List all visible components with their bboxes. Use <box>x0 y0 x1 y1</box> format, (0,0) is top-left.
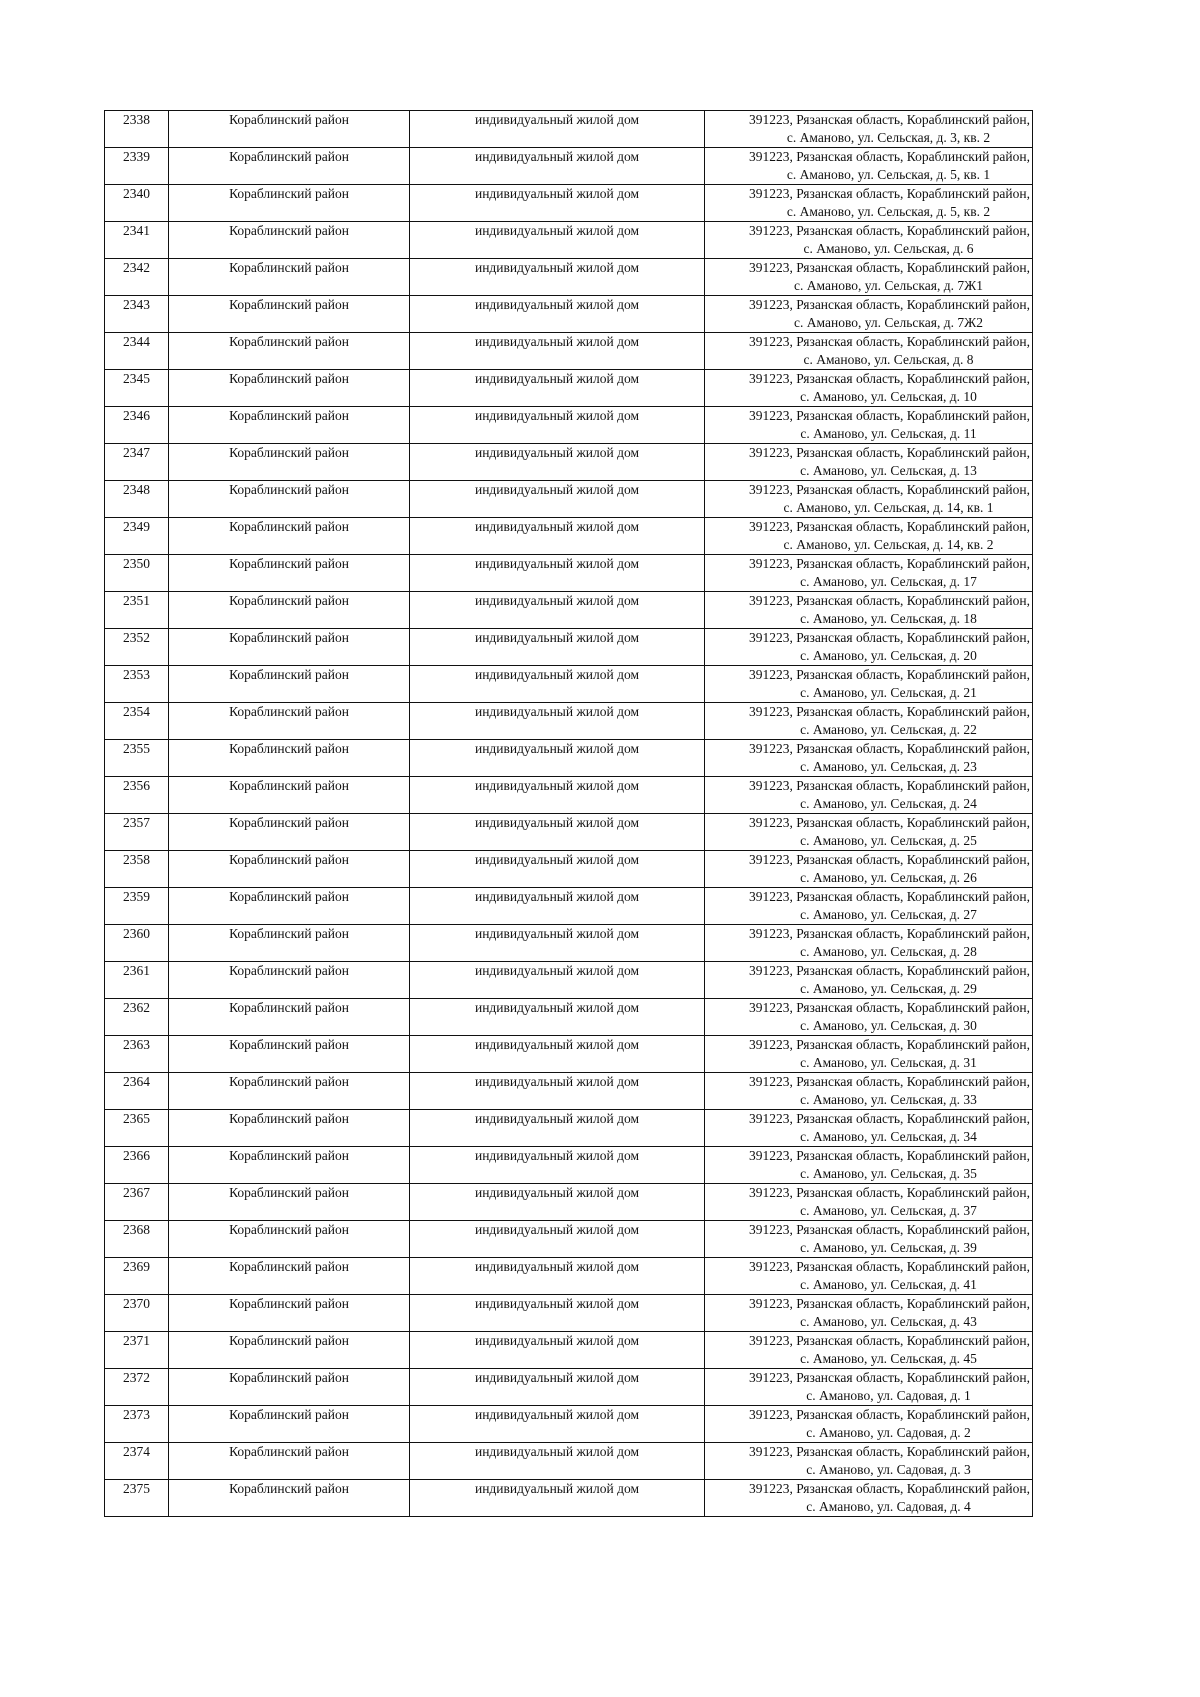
table-row <box>105 1406 1033 1443</box>
object-type: индивидуальный жилой дом <box>410 703 705 740</box>
table-row <box>105 592 1033 629</box>
address-line-2: с. Аманово, ул. Сельская, д. 24 <box>800 796 977 811</box>
address-line-1: 391223, Рязанская область, Кораблинский район, <box>749 556 1030 571</box>
district-name: Кораблинский район <box>169 851 410 888</box>
address-line-1: 391223, Рязанская область, Кораблинский район, <box>749 482 1030 497</box>
object-type: индивидуальный жилой дом <box>410 592 705 629</box>
address-cell <box>705 740 1033 777</box>
address-line-2: с. Аманово, ул. Сельская, д. 14, кв. 2 <box>783 537 994 552</box>
row-number: 2371 <box>105 1332 169 1369</box>
address-line-1: 391223, Рязанская область, Кораблинский район, <box>749 1259 1030 1274</box>
address-line-2: с. Аманово, ул. Сельская, д. 8 <box>803 352 974 367</box>
row-number: 2357 <box>105 814 169 851</box>
address-line-2: с. Аманово, ул. Сельская, д. 34 <box>800 1129 977 1144</box>
object-type: индивидуальный жилой дом <box>410 148 705 185</box>
row-number: 2360 <box>105 925 169 962</box>
address-cell <box>705 1184 1033 1221</box>
address-line-1: 391223, Рязанская область, Кораблинский район, <box>749 408 1030 423</box>
object-type: индивидуальный жилой дом <box>410 111 705 148</box>
table-row <box>105 666 1033 703</box>
object-type: индивидуальный жилой дом <box>410 925 705 962</box>
object-type: индивидуальный жилой дом <box>410 629 705 666</box>
object-type: индивидуальный жилой дом <box>410 1480 705 1517</box>
address-line-1: 391223, Рязанская область, Кораблинский район, <box>749 371 1030 386</box>
address-line-1: 391223, Рязанская область, Кораблинский район, <box>749 667 1030 682</box>
address-line-2: с. Аманово, ул. Сельская, д. 14, кв. 1 <box>783 500 994 515</box>
object-type: индивидуальный жилой дом <box>410 666 705 703</box>
row-number: 2345 <box>105 370 169 407</box>
row-number: 2353 <box>105 666 169 703</box>
row-number: 2364 <box>105 1073 169 1110</box>
address-line-1: 391223, Рязанская область, Кораблинский район, <box>749 1111 1030 1126</box>
district-name: Кораблинский район <box>169 1110 410 1147</box>
district-name: Кораблинский район <box>169 407 410 444</box>
row-number: 2338 <box>105 111 169 148</box>
address-cell <box>705 148 1033 185</box>
address-cell <box>705 555 1033 592</box>
address-cell <box>705 1406 1033 1443</box>
object-type: индивидуальный жилой дом <box>410 259 705 296</box>
object-type: индивидуальный жилой дом <box>410 740 705 777</box>
district-name: Кораблинский район <box>169 1073 410 1110</box>
district-name: Кораблинский район <box>169 185 410 222</box>
address-line-1: 391223, Рязанская область, Кораблинский район, <box>749 112 1030 127</box>
table-row <box>105 518 1033 555</box>
address-line-1: 391223, Рязанская область, Кораблинский район, <box>749 778 1030 793</box>
object-type: индивидуальный жилой дом <box>410 1184 705 1221</box>
district-name: Кораблинский район <box>169 370 410 407</box>
address-line-1: 391223, Рязанская область, Кораблинский район, <box>749 630 1030 645</box>
address-line-2: с. Аманово, ул. Сельская, д. 10 <box>800 389 977 404</box>
district-name: Кораблинский район <box>169 703 410 740</box>
district-name: Кораблинский район <box>169 666 410 703</box>
object-type: индивидуальный жилой дом <box>410 777 705 814</box>
row-number: 2370 <box>105 1295 169 1332</box>
row-number: 2339 <box>105 148 169 185</box>
table-row <box>105 703 1033 740</box>
address-line-2: с. Аманово, ул. Садовая, д. 4 <box>806 1499 971 1514</box>
address-cell <box>705 1110 1033 1147</box>
row-number: 2373 <box>105 1406 169 1443</box>
object-type: индивидуальный жилой дом <box>410 1110 705 1147</box>
table-row <box>105 1369 1033 1406</box>
object-type: индивидуальный жилой дом <box>410 1147 705 1184</box>
address-line-1: 391223, Рязанская область, Кораблинский район, <box>749 1444 1030 1459</box>
row-number: 2348 <box>105 481 169 518</box>
district-name: Кораблинский район <box>169 740 410 777</box>
row-number: 2374 <box>105 1443 169 1480</box>
table-row <box>105 1480 1033 1517</box>
district-name: Кораблинский район <box>169 259 410 296</box>
address-cell <box>705 1443 1033 1480</box>
address-line-2: с. Аманово, ул. Сельская, д. 13 <box>800 463 977 478</box>
address-cell <box>705 925 1033 962</box>
address-line-2: с. Аманово, ул. Сельская, д. 18 <box>800 611 977 626</box>
address-cell <box>705 444 1033 481</box>
object-type: индивидуальный жилой дом <box>410 1073 705 1110</box>
district-name: Кораблинский район <box>169 111 410 148</box>
address-cell <box>705 259 1033 296</box>
address-cell <box>705 1147 1033 1184</box>
object-type: индивидуальный жилой дом <box>410 888 705 925</box>
district-name: Кораблинский район <box>169 1406 410 1443</box>
district-name: Кораблинский район <box>169 444 410 481</box>
row-number: 2343 <box>105 296 169 333</box>
object-type: индивидуальный жилой дом <box>410 1221 705 1258</box>
row-number: 2356 <box>105 777 169 814</box>
address-line-1: 391223, Рязанская область, Кораблинский район, <box>749 593 1030 608</box>
district-name: Кораблинский район <box>169 777 410 814</box>
address-cell <box>705 777 1033 814</box>
table-row <box>105 851 1033 888</box>
table-row <box>105 814 1033 851</box>
address-cell <box>705 333 1033 370</box>
address-cell <box>705 1295 1033 1332</box>
table-row <box>105 296 1033 333</box>
district-name: Кораблинский район <box>169 1221 410 1258</box>
row-number: 2344 <box>105 333 169 370</box>
table-row <box>105 1443 1033 1480</box>
table-row <box>105 222 1033 259</box>
address-cell <box>705 407 1033 444</box>
table-row <box>105 777 1033 814</box>
address-line-1: 391223, Рязанская область, Кораблинский район, <box>749 1185 1030 1200</box>
address-cell <box>705 518 1033 555</box>
table-row <box>105 259 1033 296</box>
object-type: индивидуальный жилой дом <box>410 1036 705 1073</box>
row-number: 2352 <box>105 629 169 666</box>
table-row <box>105 888 1033 925</box>
address-line-1: 391223, Рязанская область, Кораблинский район, <box>749 852 1030 867</box>
address-line-1: 391223, Рязанская область, Кораблинский район, <box>749 519 1030 534</box>
address-line-1: 391223, Рязанская область, Кораблинский район, <box>749 1000 1030 1015</box>
table-row <box>105 333 1033 370</box>
address-line-2: с. Аманово, ул. Сельская, д. 7Ж2 <box>794 315 983 330</box>
object-type: индивидуальный жилой дом <box>410 1332 705 1369</box>
address-cell <box>705 1221 1033 1258</box>
table-row <box>105 1184 1033 1221</box>
district-name: Кораблинский район <box>169 999 410 1036</box>
address-line-2: с. Аманово, ул. Сельская, д. 35 <box>800 1166 977 1181</box>
table-row <box>105 481 1033 518</box>
address-line-2: с. Аманово, ул. Сельская, д. 39 <box>800 1240 977 1255</box>
row-number: 2359 <box>105 888 169 925</box>
district-name: Кораблинский район <box>169 814 410 851</box>
row-number: 2362 <box>105 999 169 1036</box>
row-number: 2355 <box>105 740 169 777</box>
address-line-2: с. Аманово, ул. Сельская, д. 20 <box>800 648 977 663</box>
object-type: индивидуальный жилой дом <box>410 1258 705 1295</box>
row-number: 2365 <box>105 1110 169 1147</box>
row-number: 2367 <box>105 1184 169 1221</box>
row-number: 2341 <box>105 222 169 259</box>
table-row <box>105 148 1033 185</box>
row-number: 2358 <box>105 851 169 888</box>
address-cell <box>705 888 1033 925</box>
row-number: 2366 <box>105 1147 169 1184</box>
row-number: 2346 <box>105 407 169 444</box>
address-line-1: 391223, Рязанская область, Кораблинский район, <box>749 1074 1030 1089</box>
registry-table-body <box>105 111 1033 1517</box>
object-type: индивидуальный жилой дом <box>410 481 705 518</box>
address-line-2: с. Аманово, ул. Сельская, д. 27 <box>800 907 977 922</box>
district-name: Кораблинский район <box>169 925 410 962</box>
object-type: индивидуальный жилой дом <box>410 1406 705 1443</box>
table-row <box>105 444 1033 481</box>
address-cell <box>705 1036 1033 1073</box>
district-name: Кораблинский район <box>169 296 410 333</box>
address-line-2: с. Аманово, ул. Сельская, д. 43 <box>800 1314 977 1329</box>
table-row <box>105 1147 1033 1184</box>
address-line-1: 391223, Рязанская область, Кораблинский район, <box>749 1148 1030 1163</box>
district-name: Кораблинский район <box>169 1184 410 1221</box>
address-line-2: с. Аманово, ул. Сельская, д. 21 <box>800 685 977 700</box>
row-number: 2342 <box>105 259 169 296</box>
address-line-1: 391223, Рязанская область, Кораблинский район, <box>749 297 1030 312</box>
district-name: Кораблинский район <box>169 222 410 259</box>
table-row <box>105 407 1033 444</box>
registry-table <box>104 110 1033 1517</box>
address-line-1: 391223, Рязанская область, Кораблинский район, <box>749 223 1030 238</box>
address-cell <box>705 666 1033 703</box>
object-type: индивидуальный жилой дом <box>410 185 705 222</box>
object-type: индивидуальный жилой дом <box>410 518 705 555</box>
object-type: индивидуальный жилой дом <box>410 555 705 592</box>
row-number: 2363 <box>105 1036 169 1073</box>
address-line-2: с. Аманово, ул. Сельская, д. 23 <box>800 759 977 774</box>
district-name: Кораблинский район <box>169 1443 410 1480</box>
address-line-2: с. Аманово, ул. Сельская, д. 3, кв. 2 <box>786 130 991 145</box>
district-name: Кораблинский район <box>169 888 410 925</box>
district-name: Кораблинский район <box>169 518 410 555</box>
district-name: Кораблинский район <box>169 148 410 185</box>
row-number: 2350 <box>105 555 169 592</box>
table-row <box>105 111 1033 148</box>
object-type: индивидуальный жилой дом <box>410 370 705 407</box>
address-line-1: 391223, Рязанская область, Кораблинский район, <box>749 963 1030 978</box>
address-cell <box>705 185 1033 222</box>
address-line-2: с. Аманово, ул. Сельская, д. 41 <box>800 1277 977 1292</box>
district-name: Кораблинский район <box>169 592 410 629</box>
table-row <box>105 1221 1033 1258</box>
address-line-1: 391223, Рязанская область, Кораблинский район, <box>749 1407 1030 1422</box>
address-line-1: 391223, Рязанская область, Кораблинский район, <box>749 1333 1030 1348</box>
table-row <box>105 555 1033 592</box>
address-cell <box>705 481 1033 518</box>
table-row <box>105 1295 1033 1332</box>
district-name: Кораблинский район <box>169 481 410 518</box>
table-row <box>105 962 1033 999</box>
address-line-1: 391223, Рязанская область, Кораблинский район, <box>749 1222 1030 1237</box>
address-line-2: с. Аманово, ул. Сельская, д. 26 <box>800 870 977 885</box>
address-cell <box>705 1332 1033 1369</box>
address-line-2: с. Аманово, ул. Сельская, д. 17 <box>800 574 977 589</box>
row-number: 2369 <box>105 1258 169 1295</box>
address-cell <box>705 370 1033 407</box>
district-name: Кораблинский район <box>169 1147 410 1184</box>
address-cell <box>705 629 1033 666</box>
object-type: индивидуальный жилой дом <box>410 1443 705 1480</box>
address-cell <box>705 851 1033 888</box>
object-type: индивидуальный жилой дом <box>410 1295 705 1332</box>
object-type: индивидуальный жилой дом <box>410 851 705 888</box>
address-line-1: 391223, Рязанская область, Кораблинский район, <box>749 149 1030 164</box>
address-cell <box>705 703 1033 740</box>
address-cell <box>705 111 1033 148</box>
district-name: Кораблинский район <box>169 1369 410 1406</box>
address-line-1: 391223, Рязанская область, Кораблинский район, <box>749 815 1030 830</box>
address-line-1: 391223, Рязанская область, Кораблинский район, <box>749 1037 1030 1052</box>
object-type: индивидуальный жилой дом <box>410 407 705 444</box>
object-type: индивидуальный жилой дом <box>410 333 705 370</box>
address-line-1: 391223, Рязанская область, Кораблинский район, <box>749 334 1030 349</box>
table-row <box>105 740 1033 777</box>
table-row <box>105 1110 1033 1147</box>
object-type: индивидуальный жилой дом <box>410 444 705 481</box>
address-line-2: с. Аманово, ул. Садовая, д. 1 <box>806 1388 971 1403</box>
district-name: Кораблинский район <box>169 1036 410 1073</box>
address-line-1: 391223, Рязанская область, Кораблинский район, <box>749 1296 1030 1311</box>
address-cell <box>705 1073 1033 1110</box>
row-number: 2354 <box>105 703 169 740</box>
address-line-2: с. Аманово, ул. Сельская, д. 25 <box>800 833 977 848</box>
address-line-1: 391223, Рязанская область, Кораблинский район, <box>749 926 1030 941</box>
address-cell <box>705 999 1033 1036</box>
address-line-2: с. Аманово, ул. Сельская, д. 31 <box>800 1055 977 1070</box>
address-line-1: 391223, Рязанская область, Кораблинский район, <box>749 889 1030 904</box>
address-cell <box>705 1258 1033 1295</box>
address-line-2: с. Аманово, ул. Садовая, д. 3 <box>806 1462 971 1477</box>
address-line-2: с. Аманово, ул. Сельская, д. 29 <box>800 981 977 996</box>
row-number: 2368 <box>105 1221 169 1258</box>
address-cell <box>705 814 1033 851</box>
address-line-2: с. Аманово, ул. Сельская, д. 5, кв. 2 <box>786 204 991 219</box>
table-row <box>105 1258 1033 1295</box>
address-line-2: с. Аманово, ул. Сельская, д. 6 <box>803 241 974 256</box>
row-number: 2347 <box>105 444 169 481</box>
address-line-2: с. Аманово, ул. Сельская, д. 5, кв. 1 <box>786 167 991 182</box>
address-line-1: 391223, Рязанская область, Кораблинский район, <box>749 260 1030 275</box>
object-type: индивидуальный жилой дом <box>410 814 705 851</box>
district-name: Кораблинский район <box>169 555 410 592</box>
address-line-2: с. Аманово, ул. Сельская, д. 22 <box>800 722 977 737</box>
district-name: Кораблинский район <box>169 962 410 999</box>
address-line-2: с. Аманово, ул. Садовая, д. 2 <box>806 1425 971 1440</box>
district-name: Кораблинский район <box>169 1258 410 1295</box>
address-line-1: 391223, Рязанская область, Кораблинский район, <box>749 704 1030 719</box>
district-name: Кораблинский район <box>169 333 410 370</box>
address-line-2: с. Аманово, ул. Сельская, д. 33 <box>800 1092 977 1107</box>
table-row <box>105 1332 1033 1369</box>
district-name: Кораблинский район <box>169 1295 410 1332</box>
address-line-1: 391223, Рязанская область, Кораблинский район, <box>749 1481 1030 1496</box>
table-row <box>105 629 1033 666</box>
address-line-2: с. Аманово, ул. Сельская, д. 28 <box>800 944 977 959</box>
table-row <box>105 999 1033 1036</box>
address-line-1: 391223, Рязанская область, Кораблинский район, <box>749 186 1030 201</box>
object-type: индивидуальный жилой дом <box>410 999 705 1036</box>
address-line-1: 391223, Рязанская область, Кораблинский район, <box>749 741 1030 756</box>
table-row <box>105 925 1033 962</box>
object-type: индивидуальный жилой дом <box>410 1369 705 1406</box>
table-row <box>105 370 1033 407</box>
address-cell <box>705 592 1033 629</box>
address-line-2: с. Аманово, ул. Сельская, д. 45 <box>800 1351 977 1366</box>
district-name: Кораблинский район <box>169 629 410 666</box>
row-number: 2375 <box>105 1480 169 1517</box>
row-number: 2372 <box>105 1369 169 1406</box>
address-line-2: с. Аманово, ул. Сельская, д. 37 <box>800 1203 977 1218</box>
object-type: индивидуальный жилой дом <box>410 296 705 333</box>
address-line-1: 391223, Рязанская область, Кораблинский район, <box>749 445 1030 460</box>
table-row <box>105 1036 1033 1073</box>
address-line-2: с. Аманово, ул. Сельская, д. 7Ж1 <box>794 278 983 293</box>
address-cell <box>705 222 1033 259</box>
address-line-2: с. Аманово, ул. Сельская, д. 30 <box>800 1018 977 1033</box>
address-line-1: 391223, Рязанская область, Кораблинский район, <box>749 1370 1030 1385</box>
object-type: индивидуальный жилой дом <box>410 222 705 259</box>
row-number: 2349 <box>105 518 169 555</box>
table-row <box>105 1073 1033 1110</box>
address-cell <box>705 1480 1033 1517</box>
address-cell <box>705 1369 1033 1406</box>
row-number: 2351 <box>105 592 169 629</box>
object-type: индивидуальный жилой дом <box>410 962 705 999</box>
address-cell <box>705 962 1033 999</box>
district-name: Кораблинский район <box>169 1480 410 1517</box>
address-line-2: с. Аманово, ул. Сельская, д. 11 <box>800 426 977 441</box>
table-row <box>105 185 1033 222</box>
row-number: 2361 <box>105 962 169 999</box>
district-name: Кораблинский район <box>169 1332 410 1369</box>
address-cell <box>705 296 1033 333</box>
row-number: 2340 <box>105 185 169 222</box>
